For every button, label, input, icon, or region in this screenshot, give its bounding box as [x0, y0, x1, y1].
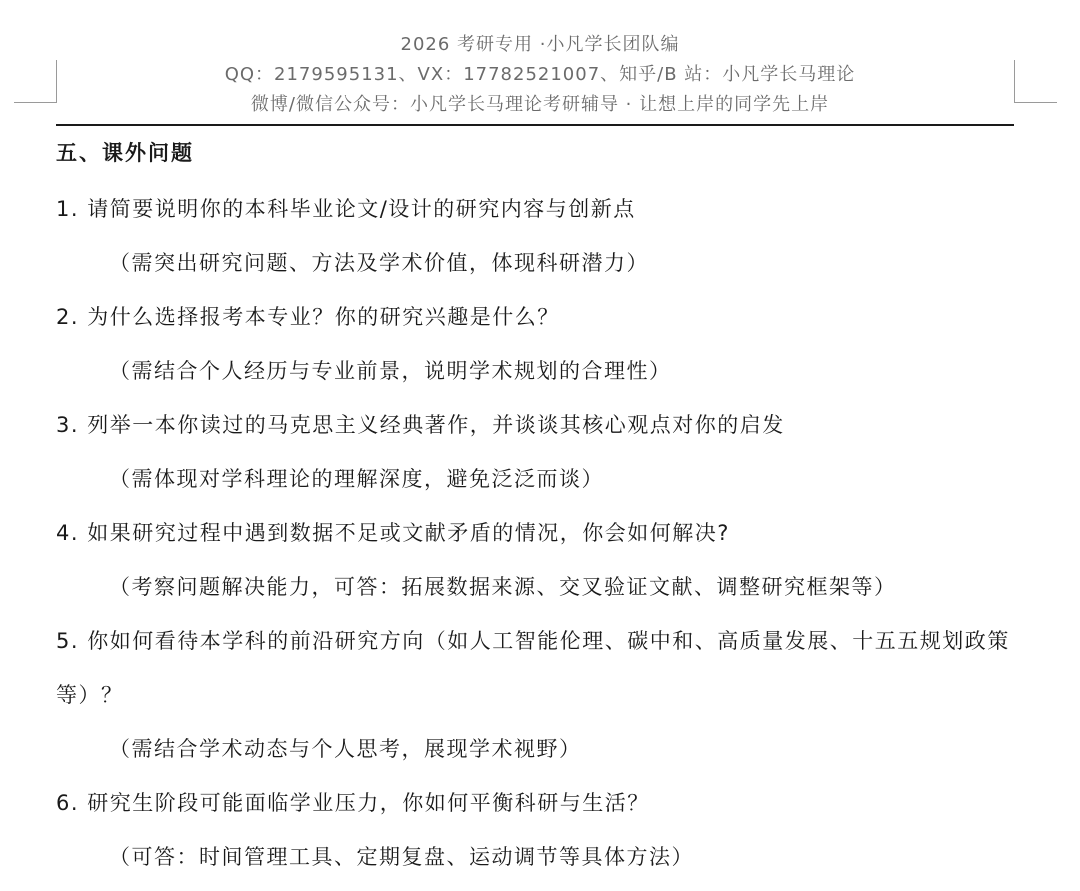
crop-mark-right	[1014, 60, 1057, 103]
question-text: 6. 研究生阶段可能面临学业压力，你如何平衡科研与生活？	[56, 791, 650, 815]
question-item	[56, 182, 1026, 290]
question-text: 1. 请简要说明你的本科毕业论文/设计的研究内容与创新点	[56, 197, 636, 221]
page-header	[0, 30, 1080, 120]
document-body	[56, 128, 1026, 884]
question-note: （需体现对学科理论的理解深度，避免泛泛而谈）	[109, 467, 604, 491]
question-note: （需结合个人经历与专业前景，说明学术规划的合理性）	[109, 359, 672, 383]
question-item	[56, 290, 1026, 398]
question-note: （可答：时间管理工具、定期复盘、运动调节等具体方法）	[109, 845, 694, 869]
header-divider	[56, 124, 1014, 126]
question-item	[56, 776, 1026, 884]
question-note: （考察问题解决能力，可答：拓展数据来源、交叉验证文献、调整研究框架等）	[109, 575, 897, 599]
question-text: 3. 列举一本你读过的马克思主义经典著作，并谈谈其核心观点对你的启发	[56, 413, 785, 437]
question-item	[56, 398, 1026, 506]
crop-mark-left	[14, 60, 57, 103]
question-note: （需突出研究问题、方法及学术价值，体现科研潜力）	[109, 251, 649, 275]
question-item	[56, 506, 1026, 614]
question-text: 4. 如果研究过程中遇到数据不足或文献矛盾的情况，你会如何解决?	[56, 521, 730, 545]
question-note: （需结合学术动态与个人思考，展现学术视野）	[109, 737, 582, 761]
question-item	[56, 614, 1026, 776]
header-line-3: 微博/微信公众号：小凡学长马理论考研辅导 · 让想上岸的同学先上岸	[250, 94, 830, 115]
question-text: 5. 你如何看待本学科的前沿研究方向（如人工智能伦理、碳中和、高质量发展、十五五规划政策等）？	[56, 629, 1010, 707]
question-text: 2. 为什么选择报考本专业？你的研究兴趣是什么？	[56, 305, 560, 329]
section-title: 五、课外问题	[56, 141, 194, 165]
header-line-2: QQ：2179595131、VX：17782521007、知乎/B 站：小凡学长马理论	[224, 64, 856, 85]
header-line-1: 2026 考研专用 ·小凡学长团队编	[400, 34, 680, 55]
